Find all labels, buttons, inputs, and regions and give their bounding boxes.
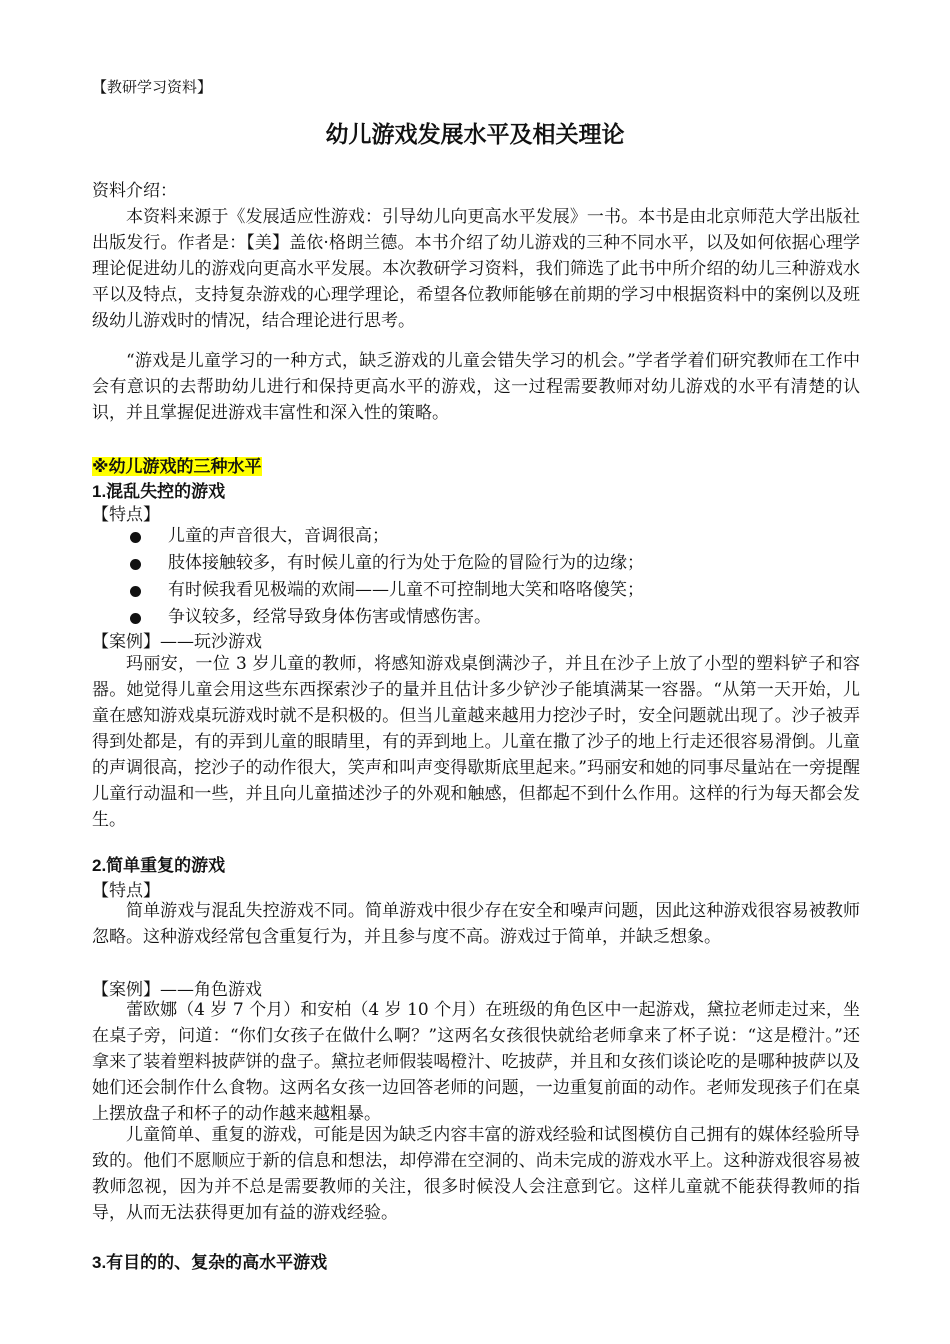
bullet-text: 有时候我看见极端的欢闹——儿童不可控制地大笑和咯咯傻笑；: [168, 580, 644, 600]
bullet-icon: [130, 532, 141, 543]
section-heading-text: ※幼儿游戏的三种水平: [92, 457, 262, 476]
bullet-icon: [130, 586, 141, 597]
level2-case-label: 【案例】——角色游戏: [92, 980, 262, 1000]
bullet-icon: [130, 559, 141, 570]
doc-tag: 【教研学习资料】: [92, 79, 213, 96]
level2-reflection-text: 儿童简单、重复的游戏，可能是因为缺乏内容丰富的游戏经验和试图模仿自己拥有的媒体经验所导致的。他们不愿顺应于新的信息和想法，却停滞在空洞的、尚未完成的游戏水平上。这种游戏很容易被教师忽视，因为并不总是需要教师的关注，很多时候没人会注意到它。这样儿童就不能获得教师的指导，从而无法获得更加有益的游戏经验。: [92, 1125, 860, 1223]
bullet-text: 肢体接触较多，有时候儿童的行为处于危险的冒险行为的边缘；: [168, 553, 644, 573]
list-item: [130, 523, 644, 550]
bullet-text: 争议较多，经常导致身体伤害或情感伤害。: [168, 607, 491, 627]
level1-features-label: 【特点】: [92, 505, 160, 525]
level2-heading: 2.简单重复的游戏: [92, 856, 226, 875]
list-item: [130, 550, 644, 577]
intro-label: 资料介绍：: [92, 181, 177, 201]
level1-case-label: 【案例】——玩沙游戏: [92, 632, 262, 652]
level1-heading: 1.混乱失控的游戏: [92, 482, 226, 501]
section-heading: [92, 452, 262, 477]
level1-case-text: 玛丽安，一位 3 岁儿童的教师，将感知游戏桌倒满沙子，并且在沙子上放了小型的塑料铲子和容器。她觉得儿童会用这些东西探索沙子的量并且估计多少铲沙子能填满某一容器。“从第一天开始，儿童在感知游戏桌玩游戏时就不是积极的。但当儿童越来越用力挖沙子时，安全问题就出现了。沙子被弄得到处都是，有的弄到儿童的眼睛里，有的弄到地上。儿童在撒了沙子的地上行走还很容易滑倒。儿童的声调很高，挖沙子的动作很大，笑声和叫声变得歇斯底里起来。”玛丽安和她的同事尽量站在一旁提醒儿童行动温和一些，并且向儿童描述沙子的外观和触感，但都起不到什么作用。这样的行为每天都会发生。: [92, 654, 860, 830]
list-item: [130, 577, 644, 604]
page-title: 幼儿游戏发展水平及相关理论: [325, 121, 625, 147]
level3-heading: 3.有目的的、复杂的高水平游戏: [92, 1253, 328, 1272]
quote-paragraph: “游戏是儿童学习的一种方式，缺乏游戏的儿童会错失学习的机会。”学者学着们研究教师在工作中会有意识的去帮助幼儿进行和保持更高水平的游戏，这一过程需要教师对幼儿游戏的水平有清楚的认识，并且掌握促进游戏丰富性和深入性的策略。: [92, 351, 860, 423]
intro-paragraph: 本资料来源于《发展适应性游戏：引导幼儿向更高水平发展》一书。本书是由北京师范大学出版社出版发行。作者是：【美】盖依·格朗兰德。本书介绍了幼儿游戏的三种不同水平，以及如何依据心理学理论促进幼儿的游戏向更高水平发展。本次教研学习资料，我们筛选了此书中所介绍的幼儿三种游戏水平以及特点，支持复杂游戏的心理学理论，希望各位教师能够在前期的学习中根据资料中的案例以及班级幼儿游戏时的情况，结合理论进行思考。: [92, 207, 860, 331]
bullet-text: 儿童的声音很大，音调很高；: [168, 526, 389, 546]
bullet-icon: [130, 613, 141, 624]
level2-features-label: 【特点】: [92, 881, 160, 901]
level2-features-text: 简单游戏与混乱失控游戏不同。简单游戏中很少存在安全和噪声问题，因此这种游戏很容易被教师忽略。这种游戏经常包含重复行为，并且参与度不高。游戏过于简单，并缺乏想象。: [92, 901, 860, 947]
level1-bullet-list: [130, 523, 644, 631]
level2-case-text: 蕾欧娜（4 岁 7 个月）和安柏（4 岁 10 个月）在班级的角色区中一起游戏，黛拉老师走过来，坐在桌子旁，问道：“你们女孩子在做什么啊？”这两名女孩很快就给老师拿来了杯子说：“这是橙汁。”还拿来了装着塑料披萨饼的盘子。黛拉老师假装喝橙汁、吃披萨，并且和女孩们谈论吃的是哪种披萨以及她们还会制作什么食物。这两名女孩一边回答老师的问题，一边重复前面的动作。老师发现孩子们在桌上摆放盘子和杯子的动作越来越粗暴。: [92, 1000, 860, 1124]
